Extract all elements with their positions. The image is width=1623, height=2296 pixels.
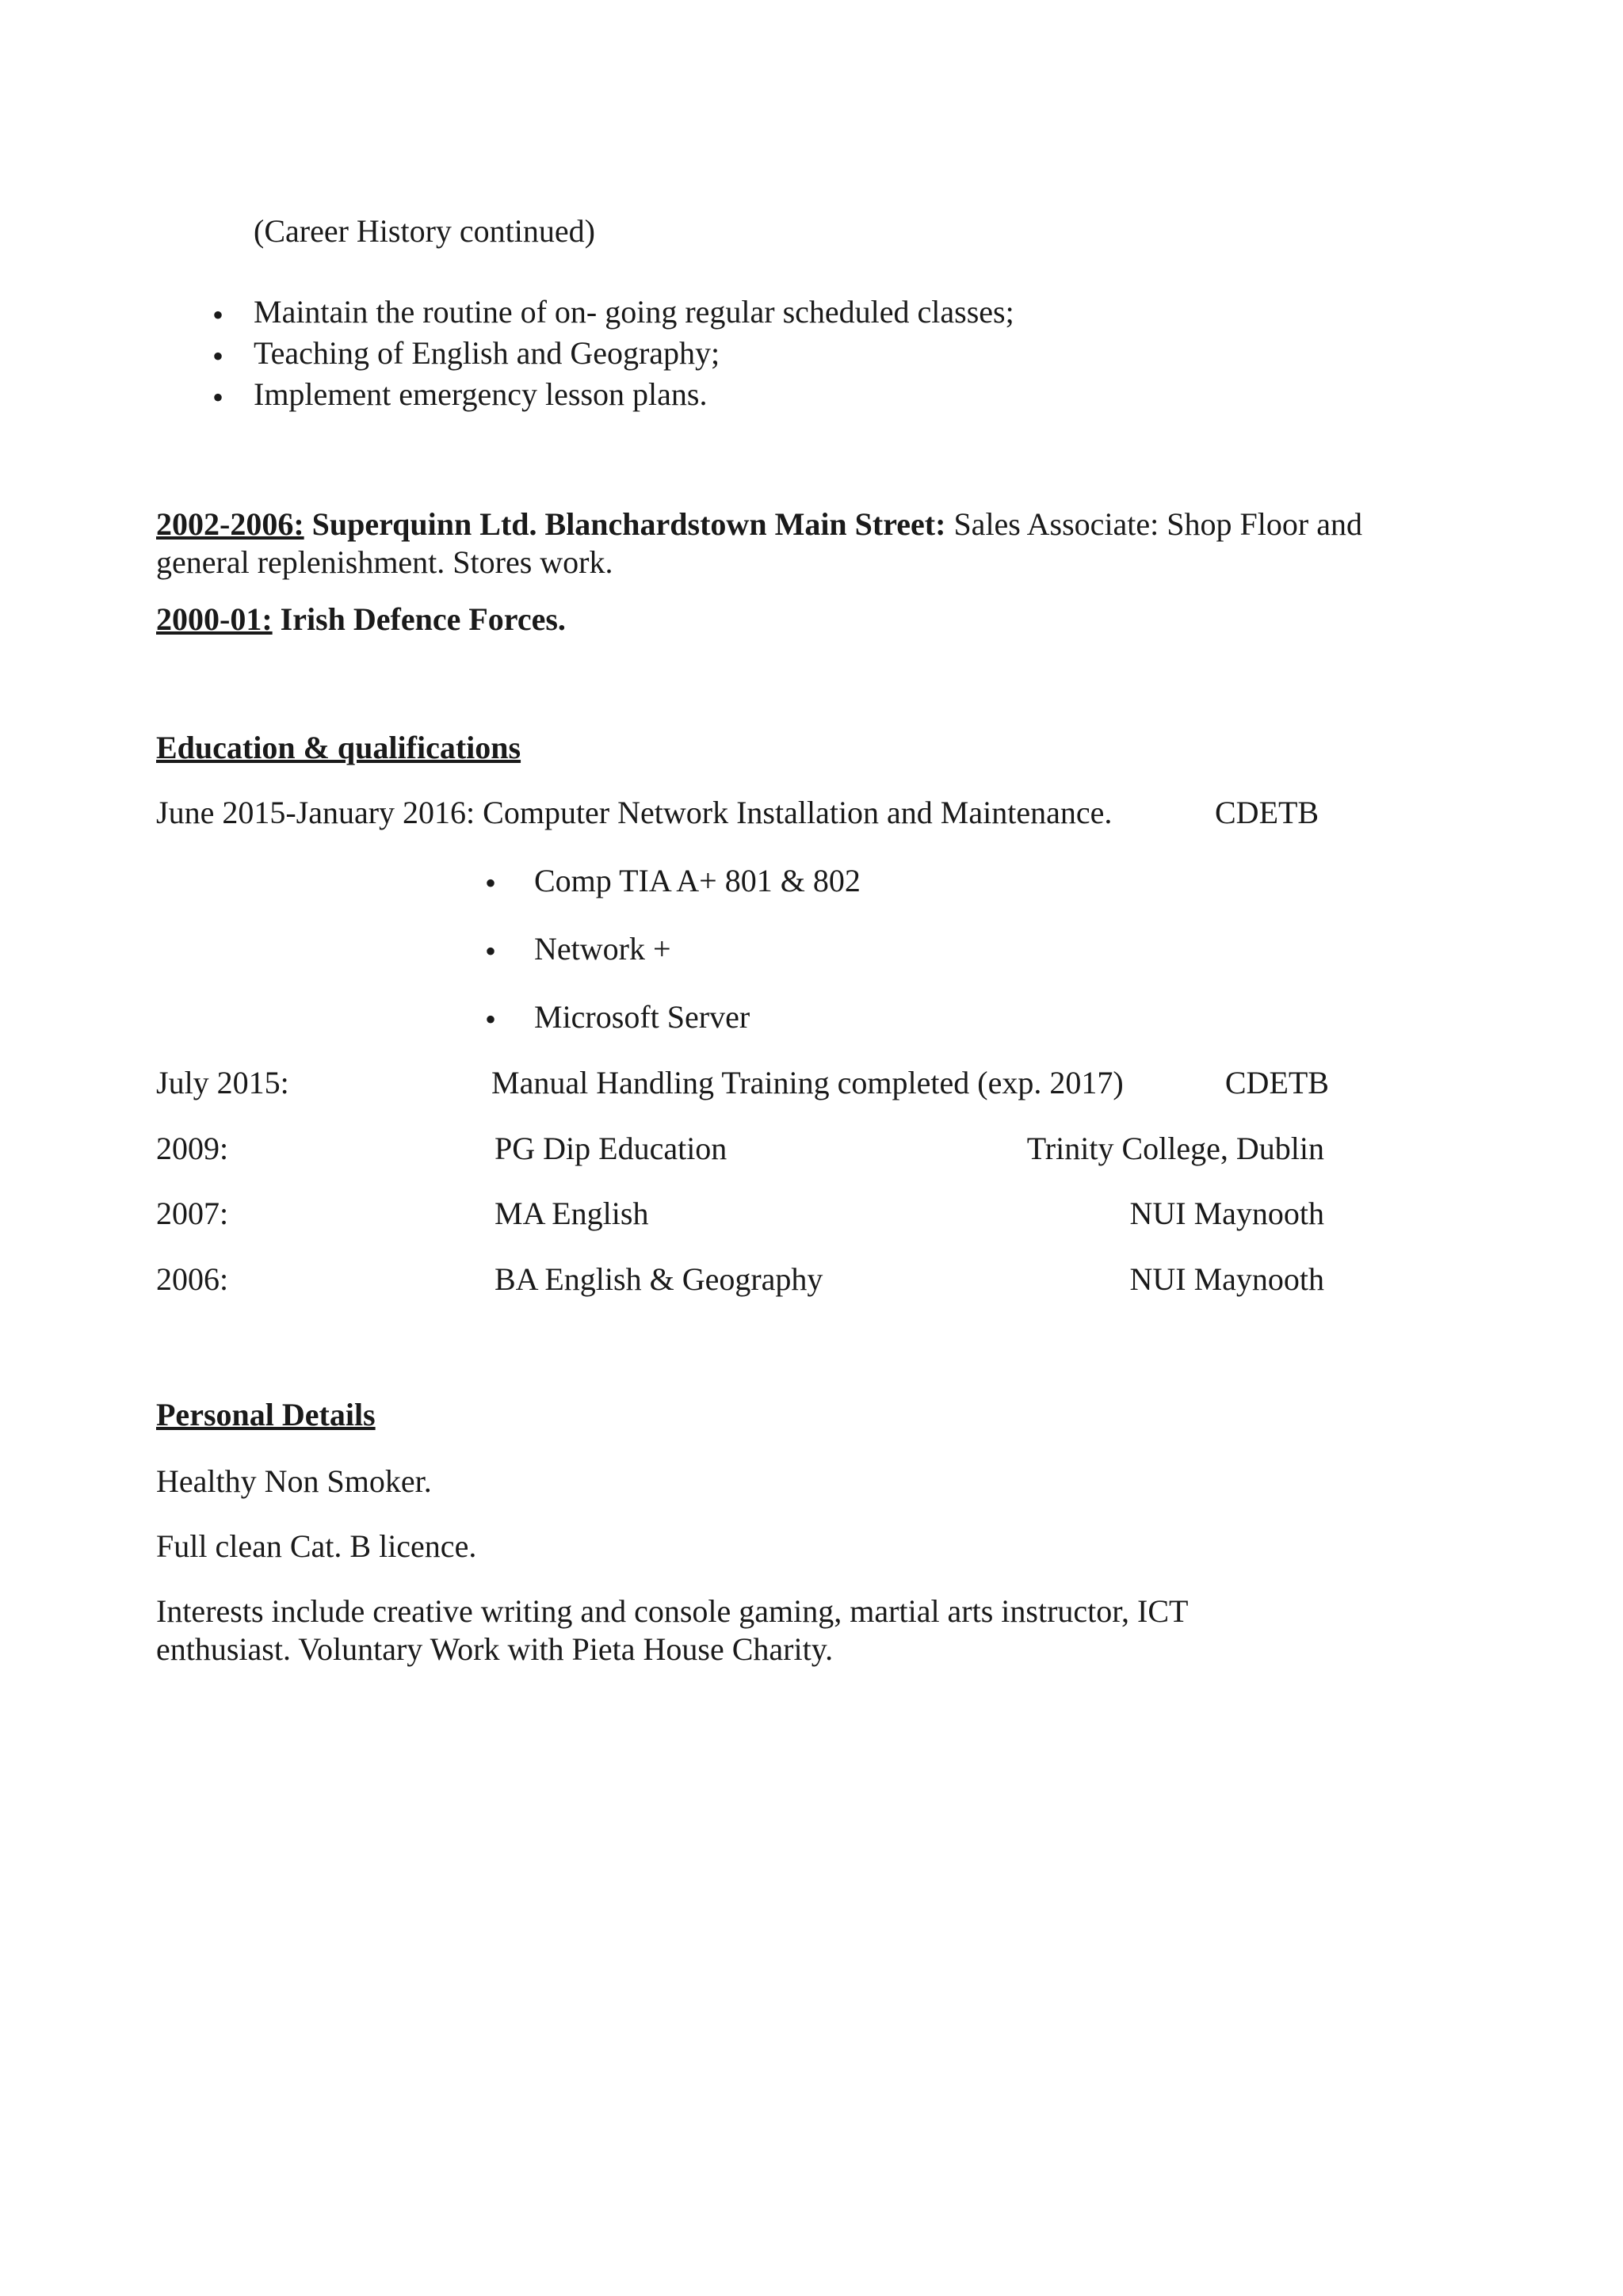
education-date: 2006: [156,1261,229,1297]
bullet-icon: • [212,297,224,333]
network-module: Comp TIA A+ 801 & 802 [534,863,861,898]
education-course: PG Dip Education [495,1131,727,1166]
personal-interests: Interests include creative writing and console gaming, martial arts instructor, ICT [156,1593,1189,1629]
personal-interests-continued: enthusiast. Voluntary Work with Pieta House Charity. [156,1631,834,1667]
bullet-icon: • [485,865,497,901]
bullet-icon: • [485,933,497,969]
network-module: Microsoft Server [534,999,750,1035]
education-course: BA English & Geography [495,1261,823,1297]
job-role-continued: general replenishment. Stores work. [156,544,613,580]
job-dates: 2000-01: [156,601,273,637]
job-entry-superquinn [156,505,1362,543]
education-network-provider: CDETB [1215,795,1319,830]
job-dates: 2002-2006: [156,506,304,542]
career-bullet-text: Teaching of English and Geography; [254,335,720,371]
job-employer: Irish Defence Forces. [280,601,566,637]
education-date: 2007: [156,1196,229,1231]
network-module: Network + [534,931,671,967]
bullet-icon: • [212,338,224,374]
education-institution: NUI Maynooth [1129,1196,1324,1231]
career-bullet-text: Maintain the routine of on- going regular scheduled classes; [254,294,1014,330]
job-role: Sales Associate: Shop Floor and [953,506,1362,542]
section-heading-education: Education & qualifications [156,730,521,765]
education-institution: NUI Maynooth [1129,1261,1324,1297]
education-course: Manual Handling Training completed (exp. 2017) [491,1065,1124,1100]
education-course: MA English [495,1196,649,1231]
personal-health: Healthy Non Smoker. [156,1463,432,1499]
job-employer: Superquinn Ltd. Blanchardstown Main Street: [311,506,946,542]
education-institution: CDETB [1224,1065,1329,1100]
personal-licence: Full clean Cat. B licence. [156,1528,477,1564]
bullet-icon: • [485,1001,497,1037]
career-continued-heading: (Career History continued) [254,213,595,249]
section-heading-personal: Personal Details [156,1397,376,1432]
education-date: 2009: [156,1131,229,1166]
bullet-icon: • [212,379,224,415]
education-network-line: June 2015-January 2016: Computer Network Installation and Maintenance. [156,795,1113,830]
education-institution: Trinity College, Dublin [1026,1131,1324,1166]
job-entry-defence [156,601,566,639]
career-bullet-text: Implement emergency lesson plans. [254,376,708,412]
education-date: July 2015: [156,1065,289,1100]
